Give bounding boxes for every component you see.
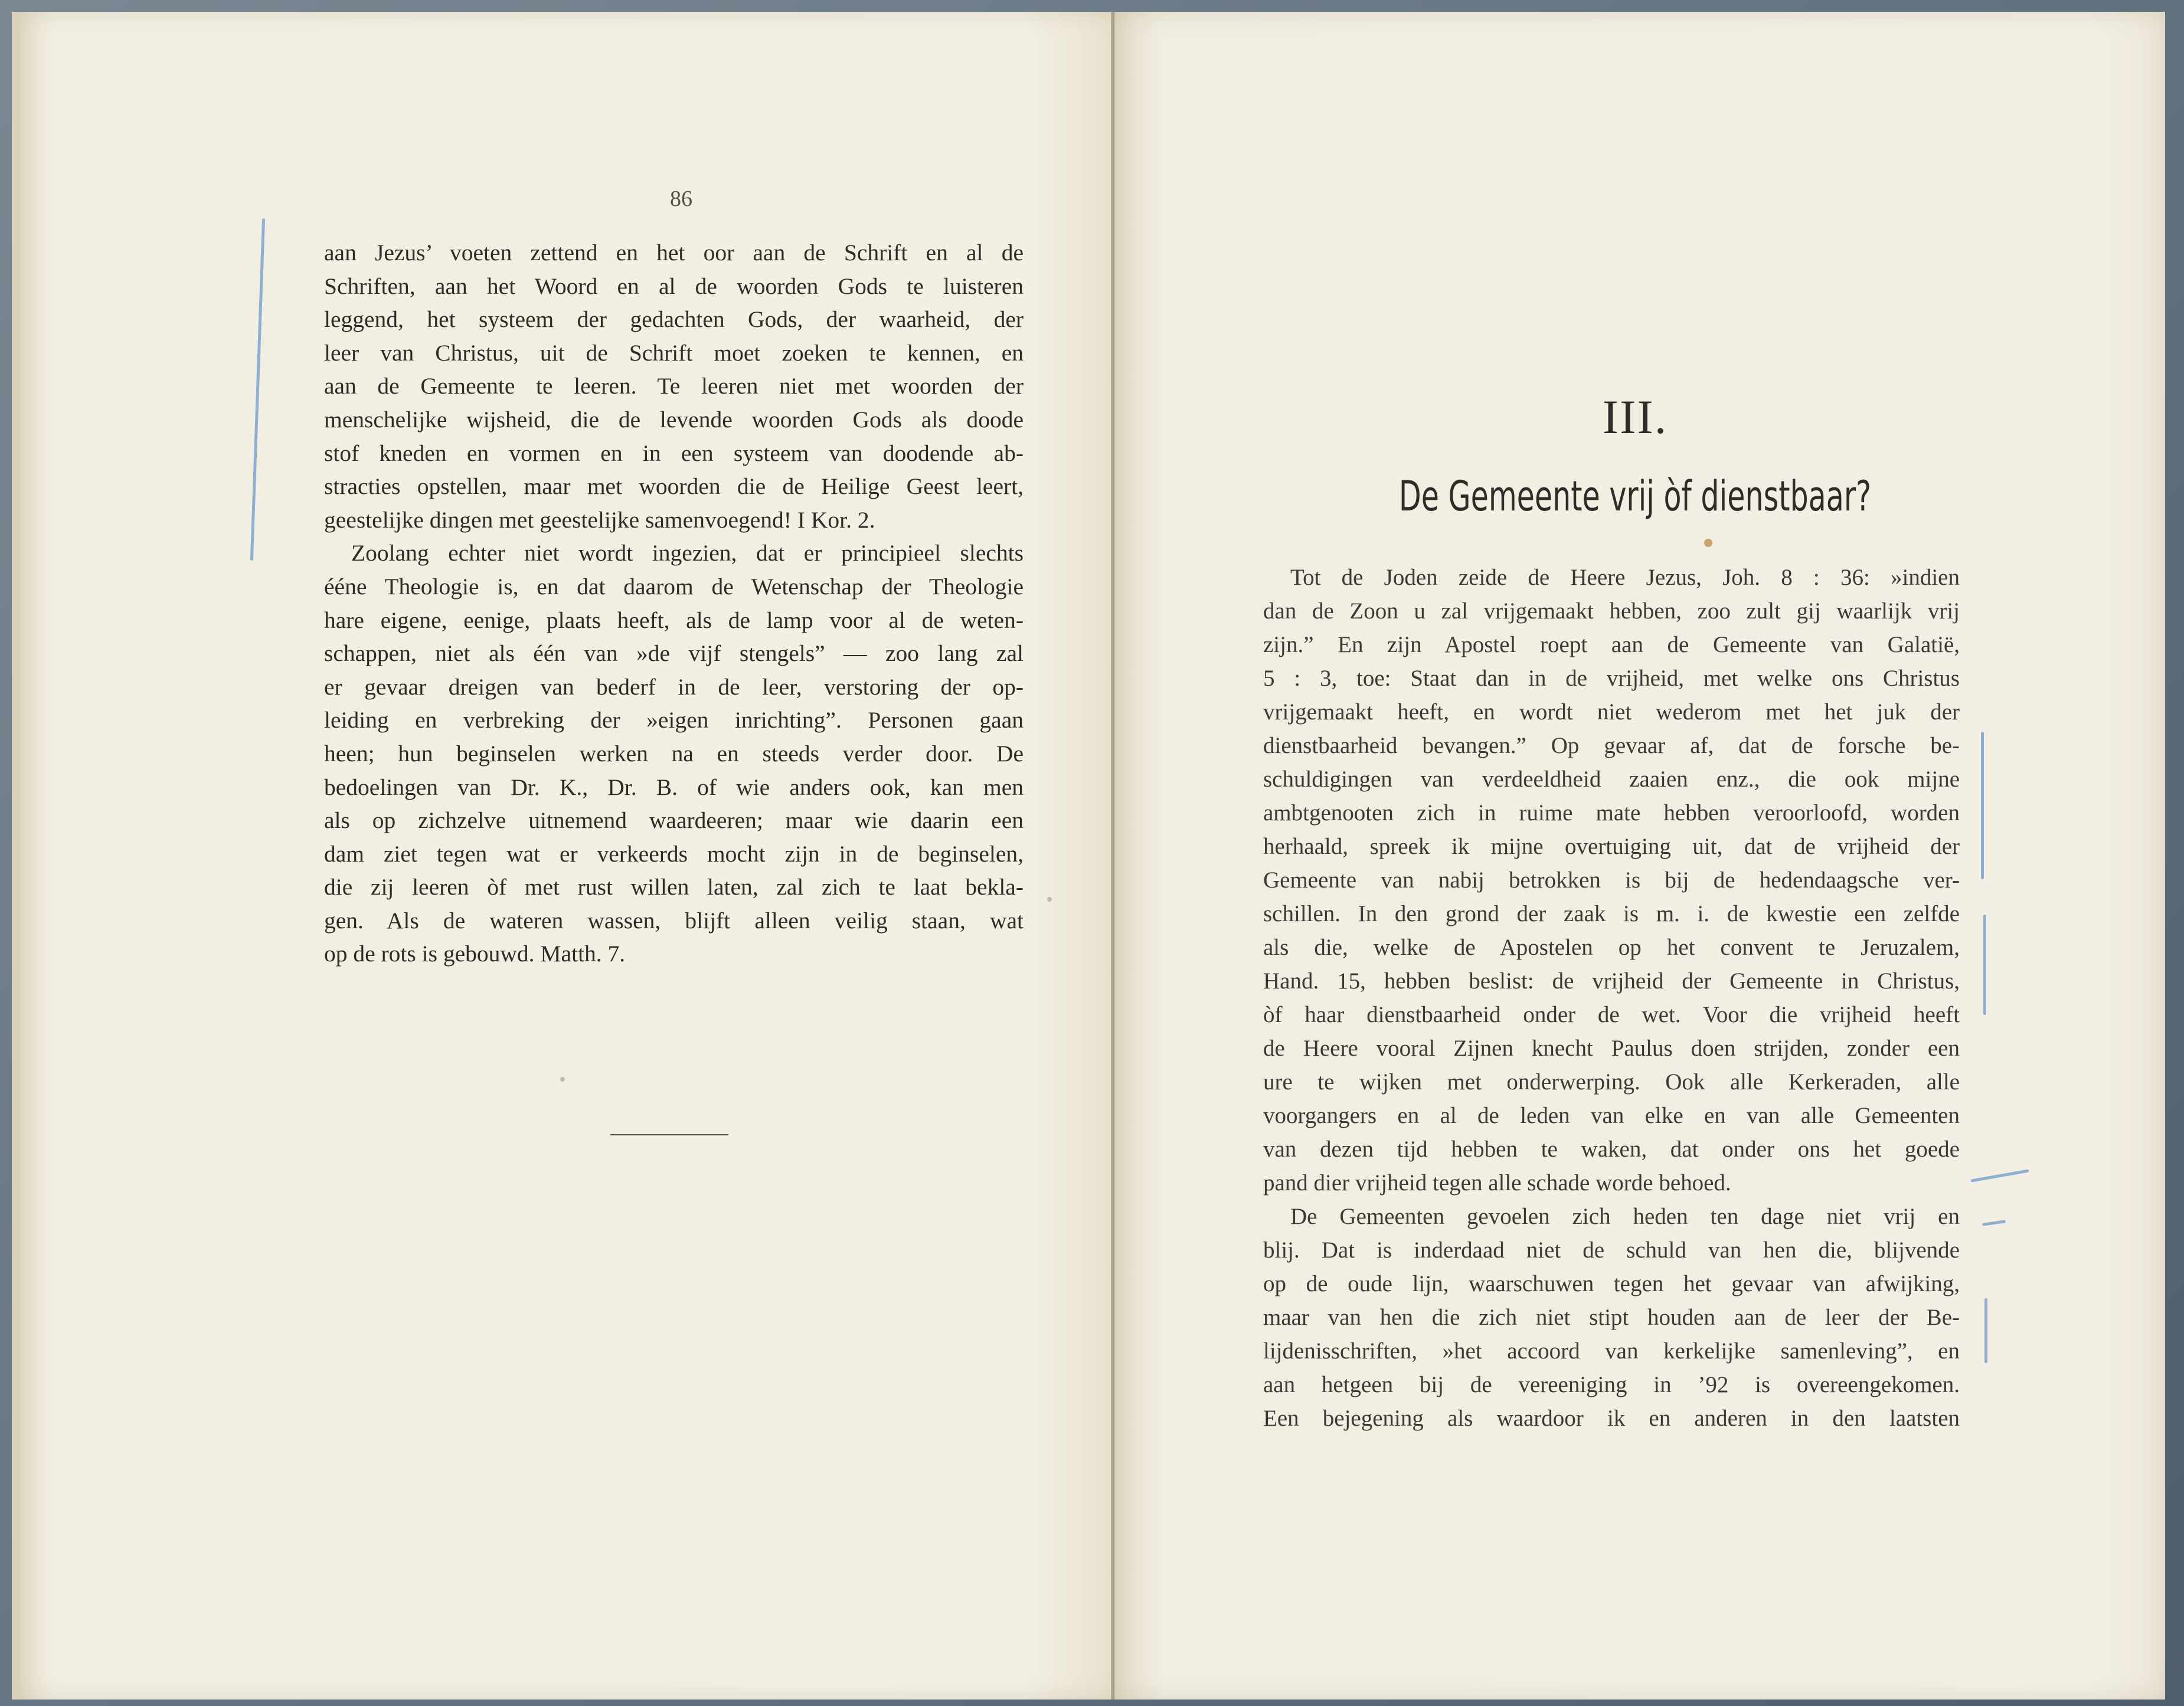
pencil-margin-mark bbox=[1983, 915, 1986, 1015]
text-line: Hand. 15, hebben beslist: de vrijheid der Gemeente in Christus, bbox=[1263, 968, 1960, 994]
right-page-text bbox=[1263, 561, 1960, 1435]
text-line: Tot de Joden zeide de Heere Jezus, Joh. 8 : 36: »indien bbox=[1290, 565, 1960, 590]
text-line: dienstbaarheid bevangen.” Op gevaar af, dat de forsche be- bbox=[1263, 733, 1960, 758]
text-line: aan de Gemeente te leeren. Te leeren niet met woorden der bbox=[324, 373, 1024, 400]
text-line: schillen. In den grond der zaak is m. i. de kwestie een zelfde bbox=[1263, 901, 1960, 926]
text-line: dam ziet tegen wat er verkeerds mocht zijn in de beginselen, bbox=[324, 840, 1024, 867]
text-line: Zoolang echter niet wordt ingezien, dat er principieel slechts bbox=[351, 540, 1024, 567]
pencil-margin-mark bbox=[1970, 1169, 2029, 1182]
text-line: blij. Dat is inderdaad niet de schuld van hen die, blijvende bbox=[1263, 1237, 1960, 1263]
text-line: zijn.” En zijn Apostel roept aan de Gemeente van Galatië, bbox=[1263, 632, 1960, 657]
text-line: 5 : 3, toe: Staat dan in de vrijheid, met welke ons Christus bbox=[1263, 666, 1960, 691]
text-line: ééne Theologie is, en dat daarom de Wetenschap der Theologie bbox=[324, 573, 1024, 600]
pencil-margin-mark bbox=[250, 218, 265, 561]
pencil-margin-mark bbox=[1982, 1220, 2006, 1226]
pencil-margin-mark bbox=[1984, 1298, 1987, 1363]
paper-speck bbox=[560, 1077, 565, 1082]
text-line: herhaald, spreek ik mijne overtuiging uit, dat de vrijheid der bbox=[1263, 834, 1960, 859]
text-line: leggend, het systeem der gedachten Gods, der waarheid, der bbox=[324, 306, 1024, 333]
left-page-text bbox=[324, 236, 1024, 971]
text-line: aan hetgeen bij de vereeniging in ’92 is overeengekomen. bbox=[1263, 1372, 1960, 1397]
text-line: bedoelingen van Dr. K., Dr. B. of wie anders ook, kan men bbox=[324, 774, 1024, 800]
text-line: menschelijke wijsheid, die de levende woorden Gods als doode bbox=[324, 406, 1024, 433]
text-line: vrijgemaakt heeft, en wordt niet wederom met het juk der bbox=[1263, 699, 1960, 725]
text-line: heen; hun beginselen werken na en steeds verder door. De bbox=[324, 740, 1024, 767]
chapter-title: De Gemeente vrij òf dienstbaar? bbox=[1398, 472, 1872, 520]
pencil-margin-mark bbox=[1981, 732, 1984, 879]
text-line: stof kneden en vormen en in een systeem van doodende ab- bbox=[324, 440, 1024, 466]
open-book bbox=[12, 12, 2166, 1700]
text-line: als die, welke de Apostelen op het convent te Jeruzalem, bbox=[1263, 935, 1960, 960]
text-line: de Heere vooral Zijnen knecht Paulus doen strijden, zonder een bbox=[1263, 1036, 1960, 1061]
text-line: ambtgenooten zich in ruime mate hebben veroorloofd, worden bbox=[1263, 800, 1960, 826]
chapter-numeral: III. bbox=[1602, 390, 1668, 444]
ornament-dot bbox=[1704, 539, 1712, 547]
text-line: Gemeente van nabij betrokken is bij de hedendaagsche ver- bbox=[1263, 867, 1960, 893]
text-line: pand dier vrijheid tegen alle schade worde behoed. bbox=[1263, 1170, 1731, 1196]
text-line: op de oude lijn, waarschuwen tegen het gevaar van afwijking, bbox=[1263, 1271, 1960, 1296]
text-line: van dezen tijd hebben te waken, dat onder ons het goede bbox=[1263, 1137, 1960, 1162]
text-line: hare eigene, eenige, plaats heeft, als de lamp voor al de weten- bbox=[324, 607, 1024, 633]
text-line: dan de Zoon u zal vrijgemaakt hebben, zoo zult gij waarlijk vrij bbox=[1263, 598, 1960, 624]
text-line: òf haar dienstbaarheid onder de wet. Voor die vrijheid heeft bbox=[1263, 1002, 1960, 1027]
text-line: ure te wijken met onderwerping. Ook alle Kerkeraden, alle bbox=[1263, 1069, 1960, 1095]
text-line: maar van hen die zich niet stipt houden aan de leer der Be- bbox=[1263, 1305, 1960, 1330]
text-line: gen. Als de wateren wassen, blijft alleen veilig staan, wat bbox=[324, 907, 1024, 934]
text-line: er gevaar dreigen van bederf in de leer, verstoring der op- bbox=[324, 673, 1024, 700]
text-line: op de rots is gebouwd. Matth. 7. bbox=[324, 941, 626, 967]
page-number: 86 bbox=[670, 186, 692, 211]
section-end-rule bbox=[610, 1134, 728, 1135]
text-line: stracties opstellen, maar met woorden die de Heilige Geest leert, bbox=[324, 473, 1024, 500]
text-line: Een bejegening als waardoor ik en anderen in den laatsten bbox=[1263, 1406, 1960, 1431]
text-line: leiding en verbreking der »eigen inrichting”. Personen gaan bbox=[324, 707, 1024, 734]
text-line: Schriften, aan het Woord en al de woorden Gods te luisteren bbox=[324, 273, 1024, 299]
text-line: aan Jezus’ voeten zettend en het oor aan de Schrift en al de bbox=[324, 240, 1024, 266]
left-page bbox=[12, 12, 1121, 1700]
text-line: lijdenisschriften, »het accoord van kerkelijke samenleving”, en bbox=[1263, 1338, 1960, 1364]
text-line: geestelijke dingen met geestelijke samenvoegend! I Kor. 2. bbox=[324, 506, 875, 533]
text-line: die zij leeren òf met rust willen laten, zal zich te laat bekla- bbox=[324, 874, 1024, 901]
text-line: schuldigingen van verdeeldheid zaaien enz., die ook mijne bbox=[1263, 767, 1960, 792]
text-line: De Gemeenten gevoelen zich heden ten dage niet vrij en bbox=[1290, 1204, 1960, 1229]
text-line: als op zichzelve uitnemend waardeeren; maar wie daarin een bbox=[324, 807, 1024, 834]
text-line: schappen, niet als één van »de vijf stengels” — zoo lang zal bbox=[324, 640, 1024, 667]
paper-speck bbox=[1047, 897, 1052, 902]
text-line: voorgangers en al de leden van elke en van alle Gemeenten bbox=[1263, 1103, 1960, 1128]
text-line: leer van Christus, uit de Schrift moet zoeken te kennen, en bbox=[324, 339, 1024, 366]
